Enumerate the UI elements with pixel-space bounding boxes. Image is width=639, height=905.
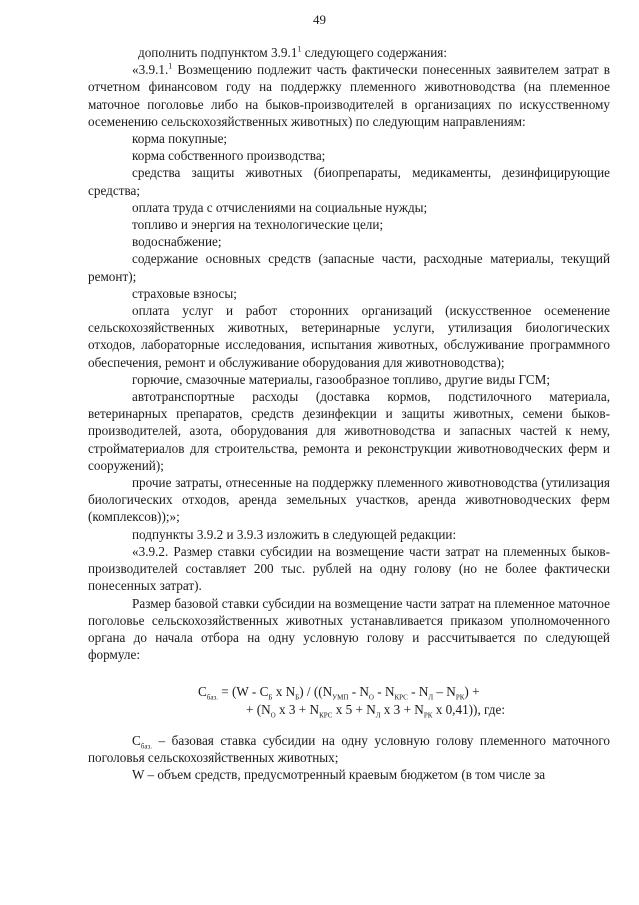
formula-text: x 5 + N [332,701,376,717]
definition [88,766,610,783]
list-item [88,285,610,302]
paragraph [88,44,610,61]
formula-text: - N [348,684,369,700]
formula-text: x 3 + N [380,701,424,717]
list-item [88,388,610,474]
paragraph-text: оплата услуг и работ сторонних организаций (искусственное осеменение сельскохозяйственных животных, ветеринарные услуги, утилизация биологических отходов, лабораторные исследования, испытания животных, обслуживание программного обеспечения, ремонт и обслуживание оборудования для животноводства); [88,303,610,370]
definition-symbol: C [132,732,141,748]
formula [88,683,610,720]
formula-subscript: Б [295,693,300,702]
paragraph-text: Размер базовой ставки субсидии на возмещение части затрат на племенное маточное поголовье сельскохозяйственных животных устанавливается приказом уполномоченного органа до начала отбора на одну условную голову и рассчитывается по следующей формуле: [88,595,610,663]
paragraph-text: прочие затраты, отнесенные на поддержку племенного животноводства (утилизация биологических отходов, аренда земельных участков, аренда животноводческих ферм (комплексов));»; [88,475,610,525]
page-number: 49 [313,12,326,27]
superscript: 1 [168,61,173,71]
paragraph-text: средства защиты животных (биопрепараты, медикаменты, дезинфицирующие средства; [88,165,610,198]
formula-subscript: Л [428,693,434,702]
formula-text: ) / ((N [299,684,333,700]
list-item [88,233,610,250]
formula-subscript: РК [423,711,433,720]
formula-subscript: КРС [394,693,408,702]
paragraph-text: автотранспортные расходы (доставка кормов, подстилочного материала, ветеринарных препаратов, средств дезинфекции и защиты животных, семени быков-производителей, азота, оборудования для животноводства и запасных частей к нему, стройматериалов для строительства, ремонта и реконструкции животноводческих ферм и сооружений); [88,389,610,473]
paragraph-text: корма собственного производства; [132,148,326,164]
paragraph-text: водоснабжение; [132,234,222,250]
formula-text: x 0,41)), где: [432,701,506,717]
formula-text: x 3 + N [275,701,320,717]
paragraph-text: оплата труда с отчислениями на социальные нужды; [132,199,428,215]
list-item [88,147,610,164]
formula-text: + (N [246,701,271,717]
formula-subscript: Л [375,711,381,720]
formula-subscript: УМП [332,693,349,702]
paragraph [88,526,610,543]
formula-line-2 [198,701,610,718]
paragraph-text: корма покупные; [132,131,228,147]
paragraph-text: «3.9.2. Размер ставки субсидии на возмещение части затрат на племенных быков-производителей составляет 200 тыс. рублей на одну голову (но не более фактически понесенных затрат). [88,543,610,594]
paragraph-text: содержание основных средств (запасные части, расходные материалы, текущий ремонт); [88,251,610,284]
formula-text: x N [272,684,296,700]
list-item [88,474,610,526]
formula-line-1 [198,683,610,700]
list-item [88,199,610,216]
definition-text: – объем средств, предусмотренный краевым бюджетом (в том числе за [144,767,546,783]
definition-subscript: баз. [140,742,152,751]
list-item [88,130,610,147]
formula-text: - N [373,684,395,700]
paragraph [88,61,610,130]
list-item [88,302,610,371]
formula-subscript: Б [268,693,273,702]
paragraph [88,595,610,664]
list-item [88,250,610,284]
paragraph-text: горючие, смазочные материалы, газообразное топливо, другие виды ГСМ; [132,371,551,387]
paragraph [88,543,610,595]
formula-text: - N [407,684,429,700]
formula-subscript: О [368,693,374,702]
list-item [88,216,610,233]
paragraph-text: «3.9.1. [132,62,169,78]
list-item [88,164,610,198]
document-body [88,44,610,783]
formula-subscript: КРС [319,711,333,720]
superscript: 1 [297,44,302,54]
formula-subscript: РК [455,693,465,702]
paragraph-text: Возмещению подлежит часть фактически понесенных заявителем затрат в отчетном финансовом году на поддержку племенного животноводства (на племенное маточное поголовье либо на быков-производителей в организациях по искусственному осеменению сельскохозяйственных животных) по следующим направлениям: [88,62,610,129]
formula-text: – N [433,684,456,700]
definition-symbol: W [132,767,145,783]
paragraph-text: топливо и энергия на технологические цели; [132,217,384,233]
formula-text: C [198,684,207,700]
definition [88,732,610,766]
formula-subscript: баз. [206,693,218,702]
list-item [88,371,610,388]
paragraph-text: страховые взносы; [132,285,237,301]
paragraph-text: следующего содержания: [301,45,447,60]
definition-text: – базовая ставка субсидии на одну условную голову племенного маточного поголовья сельскохозяйственных животных; [88,732,610,765]
paragraph-text: дополнить подпунктом 3.9.1 [138,45,298,60]
formula-text: = (W - C [217,684,269,700]
formula-text: ) + [464,684,480,700]
formula-subscript: О [270,711,276,720]
paragraph-text: подпункты 3.9.2 и 3.9.3 изложить в следующей редакции: [132,526,457,542]
